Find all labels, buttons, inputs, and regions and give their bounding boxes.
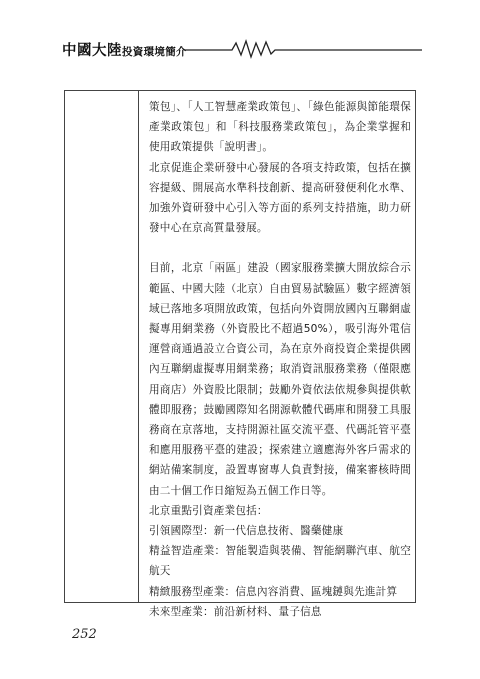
header-title [62, 39, 187, 60]
policy-package-paragraph: 策包」、「人工智慧產業政策包」、「綠色能源與節能環保產業政策包」和「科技服務業政策包」，為企業掌握和使用政策提供「說明書」。 [149, 101, 411, 154]
header-title-main: 中國大陸 [62, 43, 122, 59]
paragraph-gap [149, 238, 411, 258]
key-industries-intro: 北京重點引資產業包括： [149, 504, 268, 517]
industry-item: 精緻服務型產業：信息內容消費、區塊鏈與先進計算 [149, 585, 398, 598]
industry-item: 引領國際型：新一代信息技術、醫藥健康 [149, 525, 344, 538]
digital-economy-paragraph: 目前，北京「兩區」建設（國家服務業擴大開放綜合示範區、中國大陸（北京）自由貿易試驗區）數字經濟領域已落地多項開放政策，包括向外資開放國內互聯網虛擬專用網業務（外資股比不超過50%），吸引海外電信運營商通過設立合資公司，為在京外商投資企業提供國內互聯網虛擬專用網業務；取消資訊服務業務（僅限應用商店）外資股比限制；鼓勵外資依法依規參與提供軟體即服務；鼓勵國際知名開源軟體代碼庫和開發工具服務商在京落地，支持開源社區交流平臺、代碼託管平臺和應用服務平臺的建設；探索建立適應海外客戶需求的網站備案制度，設置專窗專人負責對接，備案審核時間由二十個工作日縮短為五個工作日等。 [149, 262, 411, 497]
table-column-divider [138, 90, 139, 603]
content-text [149, 97, 411, 622]
page-number: 252 [72, 627, 97, 642]
industry-item: 未來型產業：前沿新材料、量子信息 [149, 605, 322, 618]
industry-item: 精益智造產業：智能製造與裝備、智能網聯汽車、航空航天 [149, 545, 411, 578]
rd-center-paragraph: 北京促進企業研發中心發展的各項支持政策，包括在擴容提級、開展高水準科技創新、提高研發便利化水準、加強外資研發中心引入等方面的系列支持措施，助力研發中心在京高質量發展。 [149, 161, 411, 235]
header-heartbeat-line [184, 36, 422, 60]
header-title-sub: 投資環境簡介 [122, 46, 187, 58]
running-header [62, 36, 422, 60]
